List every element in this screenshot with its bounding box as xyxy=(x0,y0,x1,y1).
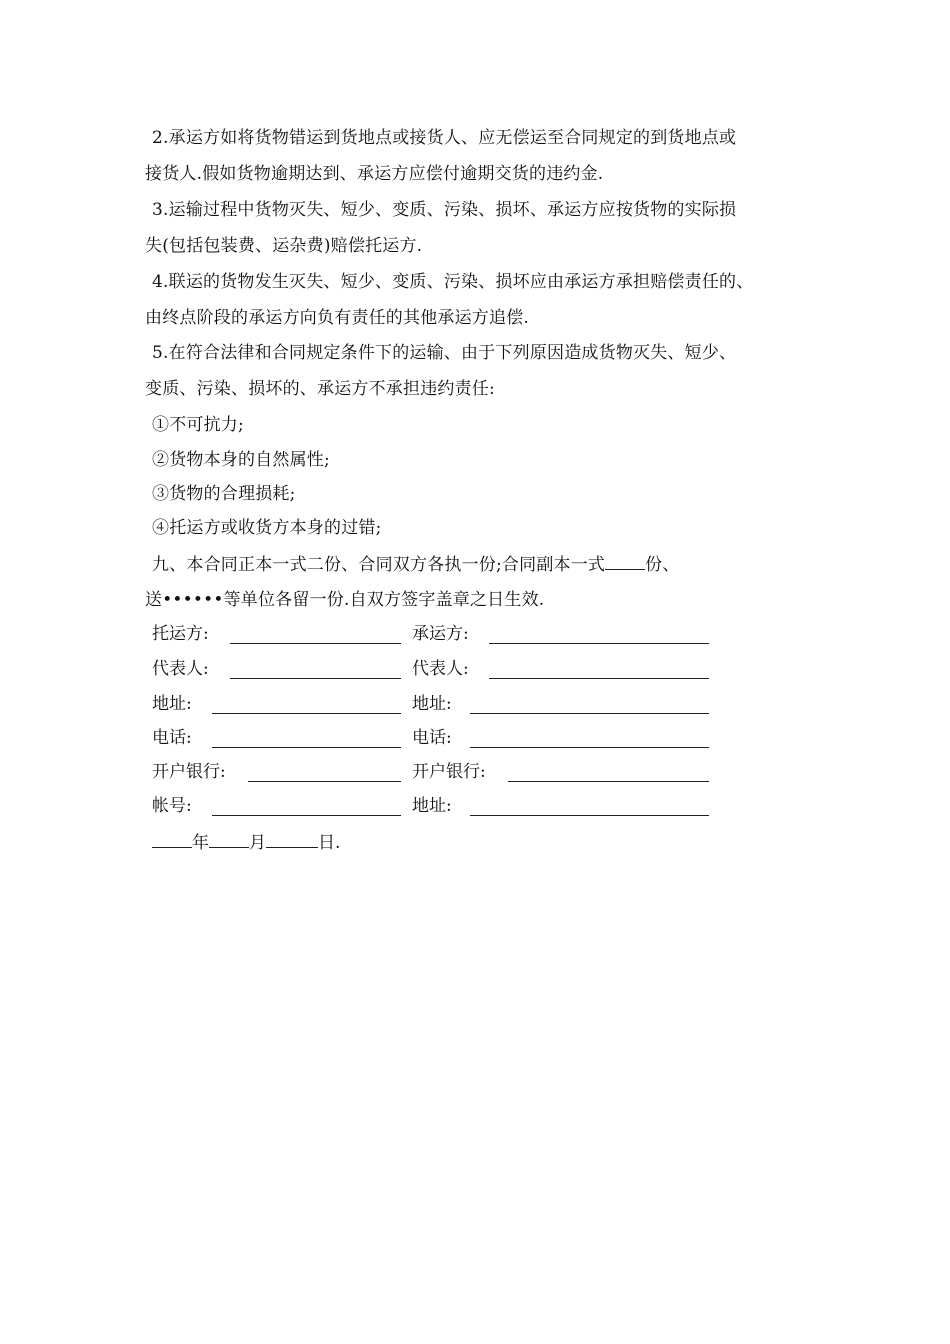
exemption-item-4: ④托运方或收货方本身的过错; xyxy=(152,518,382,538)
day-blank xyxy=(266,829,318,848)
carrier-representative-blank xyxy=(489,657,709,679)
carrier-representative-label: 代表人: xyxy=(412,659,469,679)
year-blank xyxy=(152,829,192,848)
clause-9-line-2: 送••••••等单位各留一份.自双方签字盖章之日生效. xyxy=(145,590,545,610)
clause-2-line-2: 接货人.假如货物逾期达到、承运方应偿付逾期交货的违约金. xyxy=(145,164,604,184)
clause-3-line-2: 失(包括包装费、运杂费)赔偿托运方. xyxy=(145,236,423,256)
day-label: 日. xyxy=(318,833,341,853)
clause-5-line-2: 变质、污染、损坏的、承运方不承担违约责任: xyxy=(145,379,495,399)
clause-5-line-1: 5.在符合法律和合同规定条件下的运输、由于下列原因造成货物灭失、短少、 xyxy=(152,343,737,363)
carrier-bank-blank xyxy=(508,760,709,782)
exemption-item-1: ①不可抗力; xyxy=(152,415,244,435)
month-label: 月 xyxy=(249,833,266,853)
carrier-address-2-label: 地址: xyxy=(412,796,452,816)
carrier-label: 承运方: xyxy=(412,624,469,644)
shipper-phone-blank xyxy=(212,726,401,748)
shipper-account-blank xyxy=(212,794,401,816)
shipper-representative-label: 代表人: xyxy=(152,659,209,679)
clause-9-suffix: 份、 xyxy=(645,555,680,575)
clause-4-line-2: 由终点阶段的承运方向负有责任的其他承运方追偿. xyxy=(145,308,530,328)
exemption-item-2: ②货物本身的自然属性; xyxy=(152,450,330,470)
shipper-label: 托运方: xyxy=(152,624,209,644)
shipper-blank xyxy=(230,622,401,644)
clause-3-line-1: 3.运输过程中货物灭失、短少、变质、污染、损坏、承运方应按货物的实际损 xyxy=(152,200,737,220)
shipper-account-label: 帐号: xyxy=(152,796,192,816)
shipper-representative-blank xyxy=(230,657,401,679)
carrier-address-label: 地址: xyxy=(412,694,452,714)
date-line xyxy=(152,829,340,855)
shipper-bank-blank xyxy=(248,760,401,782)
carrier-phone-label: 电话: xyxy=(412,728,452,748)
clause-9-prefix: 九、本合同正本一式二份、合同双方各执一份;合同副本一式 xyxy=(152,555,606,575)
copies-blank xyxy=(605,551,645,570)
shipper-phone-label: 电话: xyxy=(152,728,192,748)
shipper-address-label: 地址: xyxy=(152,694,192,714)
month-blank xyxy=(209,829,249,848)
clause-9-line-1 xyxy=(152,551,680,577)
carrier-bank-label: 开户银行: xyxy=(412,762,486,782)
carrier-phone-blank xyxy=(470,726,709,748)
carrier-address-2-blank xyxy=(470,794,709,816)
shipper-address-blank xyxy=(212,692,401,714)
carrier-blank xyxy=(489,622,709,644)
year-label: 年 xyxy=(192,833,209,853)
exemption-item-3: ③货物的合理损耗; xyxy=(152,484,296,504)
shipper-bank-label: 开户银行: xyxy=(152,762,226,782)
carrier-address-blank xyxy=(470,692,709,714)
clause-4-line-1: 4.联运的货物发生灭失、短少、变质、污染、损坏应由承运方承担赔偿责任的、 xyxy=(152,272,754,292)
clause-2-line-1: 2.承运方如将货物错运到货地点或接货人、应无偿运至合同规定的到货地点或 xyxy=(152,128,737,148)
